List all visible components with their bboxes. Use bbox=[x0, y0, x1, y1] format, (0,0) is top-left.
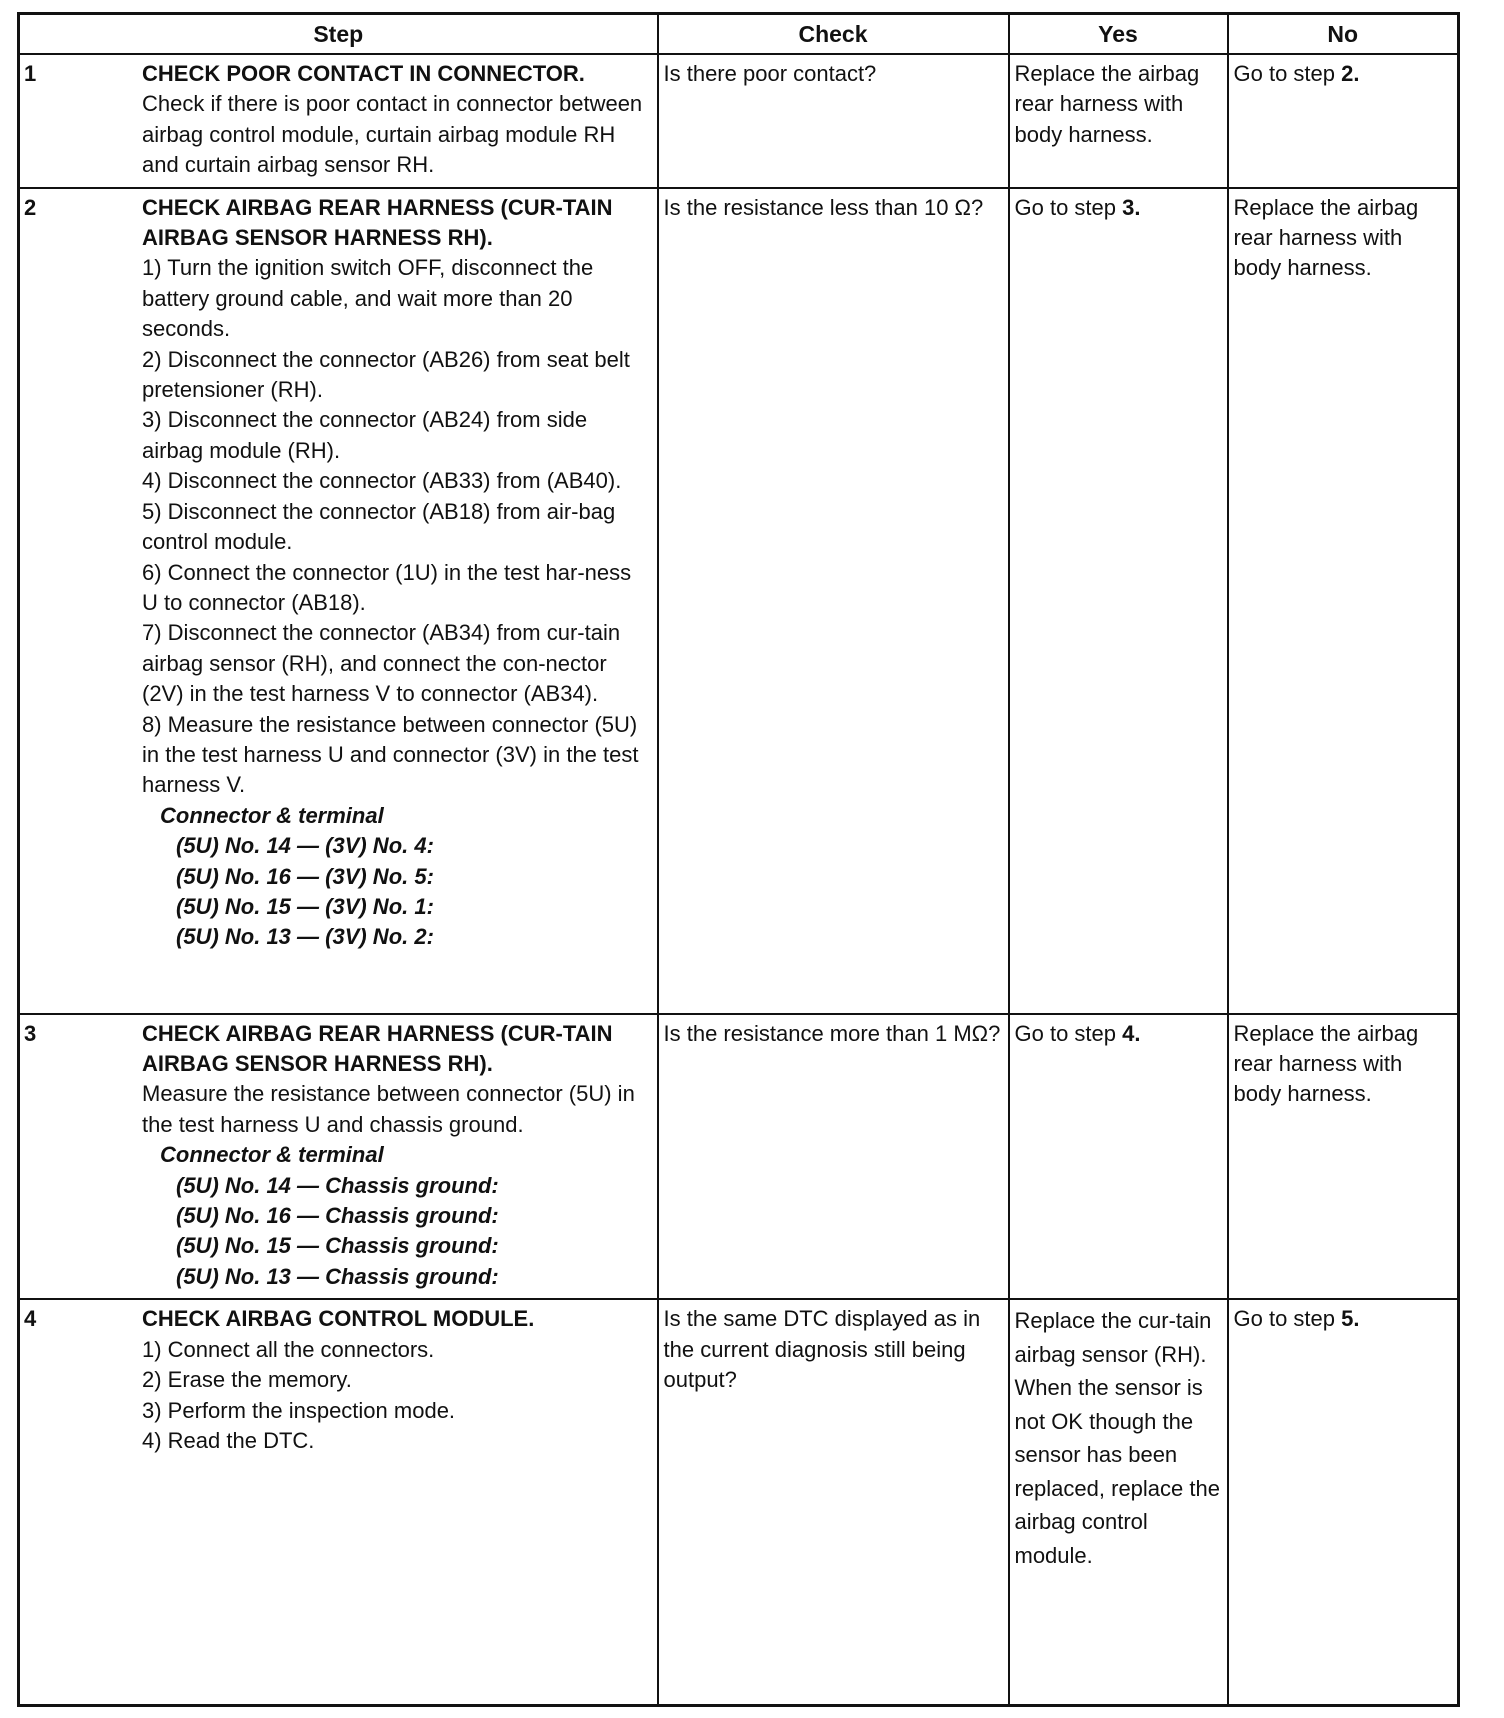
instruction-line: 4) Disconnect the connector (AB33) from (AB40). bbox=[142, 468, 622, 494]
header-step: Step bbox=[19, 14, 658, 55]
diagnosis-table bbox=[17, 12, 1460, 1707]
step-cell bbox=[19, 188, 658, 1014]
table-row bbox=[19, 54, 1459, 188]
header-no: No bbox=[1228, 14, 1459, 55]
step-cell bbox=[19, 1299, 658, 1705]
check-cell bbox=[658, 54, 1009, 188]
no-action: Go to step bbox=[1233, 61, 1342, 86]
step-number: 4 bbox=[24, 1306, 37, 1332]
yes-step-ref: 4. bbox=[1122, 1020, 1141, 1046]
yes-step-ref: 3. bbox=[1122, 194, 1141, 220]
terminal-line: (5U) No. 14 — (3V) No. 4: bbox=[176, 833, 434, 859]
table-row bbox=[19, 1299, 1459, 1705]
no-step-ref: 5. bbox=[1341, 1306, 1360, 1332]
header-yes: Yes bbox=[1009, 14, 1228, 55]
step-title: CHECK AIRBAG REAR HARNESS (CUR-TAIN AIRBAG SENSOR HARNESS RH). bbox=[142, 1020, 613, 1077]
terminal-line: (5U) No. 13 — (3V) No. 2: bbox=[176, 924, 434, 950]
instruction-line: 5) Disconnect the connector (AB18) from air-bag control module. bbox=[142, 498, 616, 555]
no-cell bbox=[1228, 188, 1459, 1014]
terminal-line: (5U) No. 16 — Chassis ground: bbox=[176, 1203, 499, 1229]
no-step-ref: 2. bbox=[1341, 61, 1360, 86]
step-title: CHECK AIRBAG CONTROL MODULE. bbox=[142, 1306, 535, 1332]
instruction-line: 4) Read the DTC. bbox=[142, 1427, 315, 1453]
step-number: 3 bbox=[24, 1020, 37, 1046]
terminal-line: (5U) No. 16 — (3V) No. 5: bbox=[176, 863, 434, 889]
no-action: Replace the airbag rear harness with body harness. bbox=[1233, 194, 1419, 281]
yes-action: Replace the airbag rear harness with body harness. bbox=[1014, 61, 1200, 147]
header-row bbox=[19, 14, 1459, 55]
no-cell bbox=[1228, 54, 1459, 188]
check-question: Is the resistance less than 10 Ω? bbox=[663, 194, 984, 220]
terminal-line: (5U) No. 15 — Chassis ground: bbox=[176, 1233, 499, 1259]
instruction-line: 3) Perform the inspection mode. bbox=[142, 1397, 456, 1423]
connector-terminal-label: Connector & terminal bbox=[160, 802, 384, 828]
yes-action: Go to step bbox=[1014, 194, 1123, 220]
check-cell bbox=[658, 188, 1009, 1014]
yes-cell bbox=[1009, 54, 1228, 188]
instruction-line: 8) Measure the resistance between connector (5U) in the test harness U and connector (3V) in the test harness V. bbox=[142, 711, 639, 798]
no-cell bbox=[1228, 1299, 1459, 1705]
step-number: 1 bbox=[24, 61, 37, 86]
check-cell bbox=[658, 1299, 1009, 1705]
yes-cell bbox=[1009, 1014, 1228, 1300]
terminal-line: (5U) No. 14 — Chassis ground: bbox=[176, 1172, 499, 1198]
instruction-line: 7) Disconnect the connector (AB34) from cur-tain airbag sensor (RH), and connect the con-nector (2V) in the test harness V to connector (AB34). bbox=[142, 620, 621, 707]
yes-action: Replace the cur-tain airbag sensor (RH). When the sensor is not OK though the sensor has been replaced, replace the airbag control module. bbox=[1014, 1308, 1220, 1568]
instruction-line: 2) Erase the memory. bbox=[142, 1367, 352, 1393]
no-action: Replace the airbag rear harness with body harness. bbox=[1233, 1020, 1419, 1107]
instruction-line: 6) Connect the connector (1U) in the test har-ness U to connector (AB18). bbox=[142, 559, 632, 615]
check-cell bbox=[658, 1014, 1009, 1300]
step-cell bbox=[19, 54, 658, 188]
connector-terminal-label: Connector & terminal bbox=[160, 1142, 384, 1168]
check-question: Is there poor contact? bbox=[663, 61, 877, 86]
check-question: Is the resistance more than 1 MΩ? bbox=[663, 1020, 1001, 1046]
instruction-line: Measure the resistance between connector (5U) in the test harness U and chassis ground. bbox=[142, 1081, 635, 1137]
table-row bbox=[19, 1014, 1459, 1300]
yes-cell bbox=[1009, 1299, 1228, 1705]
header-check: Check bbox=[658, 14, 1009, 55]
instruction-line: Check if there is poor contact in connector between airbag control module, curtain airbag module RH and curtain airbag sensor RH. bbox=[142, 91, 643, 178]
yes-action: Go to step bbox=[1014, 1020, 1123, 1046]
instruction-line: 1) Connect all the connectors. bbox=[142, 1336, 435, 1362]
no-action: Go to step bbox=[1233, 1306, 1342, 1332]
yes-cell bbox=[1009, 188, 1228, 1014]
no-cell bbox=[1228, 1014, 1459, 1300]
step-number: 2 bbox=[24, 194, 37, 220]
terminal-line: (5U) No. 13 — Chassis ground: bbox=[176, 1263, 499, 1289]
instruction-line: 3) Disconnect the connector (AB24) from side airbag module (RH). bbox=[142, 407, 588, 463]
instruction-line: 2) Disconnect the connector (AB26) from seat belt pretensioner (RH). bbox=[142, 346, 630, 403]
step-title: CHECK AIRBAG REAR HARNESS (CUR-TAIN AIRBAG SENSOR HARNESS RH). bbox=[142, 194, 613, 251]
table-row bbox=[19, 188, 1459, 1014]
check-question: Is the same DTC displayed as in the current diagnosis still being output? bbox=[663, 1306, 981, 1393]
step-cell bbox=[19, 1014, 658, 1300]
terminal-line: (5U) No. 15 — (3V) No. 1: bbox=[176, 893, 434, 919]
instruction-line: 1) Turn the ignition switch OFF, disconnect the battery ground cable, and wait more than 20 seconds. bbox=[142, 255, 594, 342]
step-title: CHECK POOR CONTACT IN CONNECTOR. bbox=[142, 61, 585, 86]
